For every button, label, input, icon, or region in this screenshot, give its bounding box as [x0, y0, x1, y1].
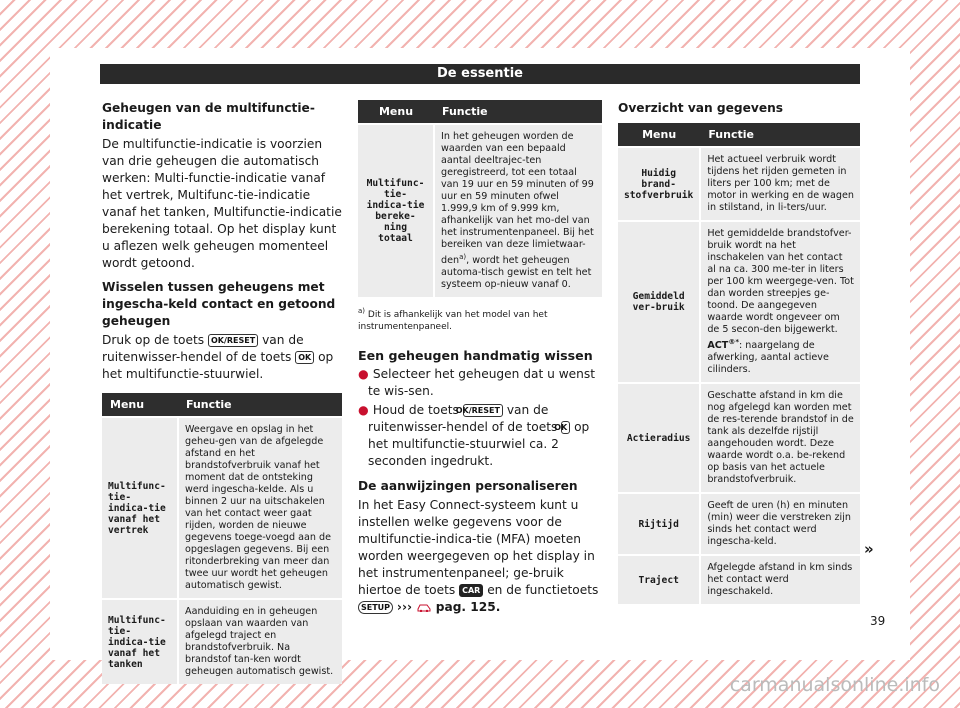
menu-cell: Traject [618, 555, 700, 604]
menu-cell: Gemiddeld ver-bruik [618, 221, 700, 383]
menu-cell: Multifunc-tie-indica-tie vanaf het vertrek [102, 417, 178, 599]
page-number: 39 [870, 614, 886, 628]
column-left [102, 100, 342, 684]
page-header: De essentie [100, 64, 860, 84]
ok-reset-key-icon: OK/RESET [208, 334, 258, 347]
paragraph: In het Easy Connect-systeem kunt u instellen welke gegevens voor de multifunctie-indica-tie (MFA) moeten worden weergegeven op het display in het instrumentenpaneel; ge-bruik hiertoe de toets CAR en de functietoets SETUP ››› pag. 125. [358, 498, 599, 615]
table-row [102, 599, 342, 684]
functie-cell: Het actueel verbruik wordt tijdens het rijden gemeten in liters per 100 km; met de motor in werking en de wagen in stilstand, in li-ters/uur. [700, 147, 860, 221]
bullet-icon: ● [358, 367, 373, 382]
functie-cell: In het geheugen worden de waarden van een bepaald aantal deeltrajec-ten geregistreerd, tot een totaal van 19 uur en 59 minuten of 99 uur en 59 minuten ofwel 1.999,9 km of 9.999 km, afhankelijk van het mo-del van het instrumentenpaneel. Bij het bereiken van deze limietwaar-den$^{a)}$, wordt het geheugen automa-tisch gewist en telt het systeem op-nieuw vanaf 0. [434, 124, 602, 297]
table-row [618, 493, 860, 555]
table-row [618, 147, 860, 221]
column-header-functie: Functie [178, 393, 342, 417]
menu-cell: Actieradius [618, 383, 700, 493]
functie-cell: Geschatte afstand in km die nog afgelegd kan worden met de res-terende brandstof in de tank als dezelfde rijstijl aangehouden wordt. Deze waarde wordt o.a. be-rekend op basis van het actuele brandstofverbruik. [700, 383, 860, 493]
functie-cell: Weergave en opslag in het geheu-gen van de afgelegde afstand en het brandstofverbruik vanaf het moment dat de ontsteking werd ingescha-kelde. Als u binnen 2 uur na uitschakelen van het contact weer gaat rijden, worden de nieuwe gegevens toege-voegd aan de opgeslagen gegevens. Bij een ritonderbreking van meer dan twee uur wordt het geheugen automatisch gewist. [178, 417, 342, 599]
functie-cell: Aanduiding en in geheugen opslaan van waarden van afgelegd traject en brandstofverbruik. Na brandstof tan-ken wordt geheugen automatisch gewist. [178, 599, 342, 684]
footnote: $^{a)}$ Dit is afhankelijk van het model van het instrumentenpaneel. [358, 307, 548, 333]
column-header-menu: Menu [358, 100, 434, 124]
ok-reset-key-icon: OK/RESET [463, 404, 503, 417]
column-header-menu: Menu [618, 123, 700, 147]
menu-cell: Rijtijd [618, 493, 700, 555]
bullet-icon: ● [358, 403, 373, 418]
section-heading: Een geheugen handmatig wissen [358, 348, 593, 364]
paragraph: Druk op de toets OK/RESET van de ruitenwisser-hendel of de toets OK op het multifunctie-stuurwiel. [102, 333, 334, 381]
list-item: ● Houd de toets OK/RESET van de ruitenwisser-hendel of de toets OK op het multifunctie-stuurwiel ca. 2 seconden ingedrukt. [358, 403, 590, 469]
table-row [618, 221, 860, 383]
continue-arrow-icon: » [864, 540, 874, 558]
column-middle [358, 100, 602, 623]
functie-cell: Afgelegde afstand in km sinds het contact werd ingeschakeld. [700, 555, 860, 604]
ok-key-icon: OK [295, 351, 314, 364]
section-heading: Geheugen van de multifunctie-indicatie [102, 101, 315, 132]
table-row [358, 124, 602, 297]
menu-cell: Multifunc-tie-indica-tie bereke-ning totaal [358, 124, 434, 297]
menu-cell: Multifunc-tie-indica-tie vanaf het tanken [102, 599, 178, 684]
watermark: carmanualsonline.info [729, 674, 940, 696]
overview-table [618, 123, 860, 604]
menu-table [102, 393, 342, 684]
arrows: ››› [396, 600, 412, 615]
functie-cell: Geeft de uren (h) en minuten (min) weer die verstreken zijn sinds het contact werd ingescha-keld. [700, 493, 860, 555]
section-heading: Wisselen tussen geheugens met ingescha-keld contact en getoond geheugen [102, 280, 336, 328]
column-header-menu: Menu [102, 393, 178, 417]
page-reference[interactable]: pag. 125. [435, 600, 501, 615]
column-header-functie: Functie [700, 123, 860, 147]
menu-table [358, 100, 602, 297]
column-header-functie: Functie [434, 100, 602, 124]
ok-key-icon: OK [561, 421, 570, 434]
setup-key-icon: SETUP [358, 601, 393, 614]
table-row [618, 383, 860, 493]
list-item: ● Selecteer het geheugen dat u wenst te wis-sen. [358, 367, 596, 399]
car-wrench-icon [416, 602, 432, 612]
table-row [618, 555, 860, 604]
functie-cell: Het gemiddelde brandstofver-bruik wordt na het inschakelen van het contact al na ca. 300 me-ter in liters per 100 km weergege-ven. Tot dan worden streepjes ge-toond. De aangegeven waarde wordt ongeveer om de 5 secon-den bijgewerkt. ACT®*: naargelang de afwerking, aantal actieve cilinders. [700, 221, 860, 383]
page [50, 48, 910, 677]
menu-cell: Huidig brand-stofverbruik [618, 147, 700, 221]
column-right [618, 100, 860, 604]
section-heading: Overzicht van gegevens [618, 101, 784, 115]
section-heading: De aanwijzingen personaliseren [358, 479, 578, 494]
table-row [102, 417, 342, 599]
paragraph: De multifunctie-indicatie is voorzien van drie geheugen die automatisch werken: Multi-functie-indicatie vanaf het vertrek, Multifunc-tie-indicatie vanaf het tanken, Multifunctie-indicatie berekening totaal. Op het display kunt u aflezen welk geheugen momenteel wordt getoond. [102, 137, 342, 270]
car-key-icon: CAR [459, 584, 483, 597]
